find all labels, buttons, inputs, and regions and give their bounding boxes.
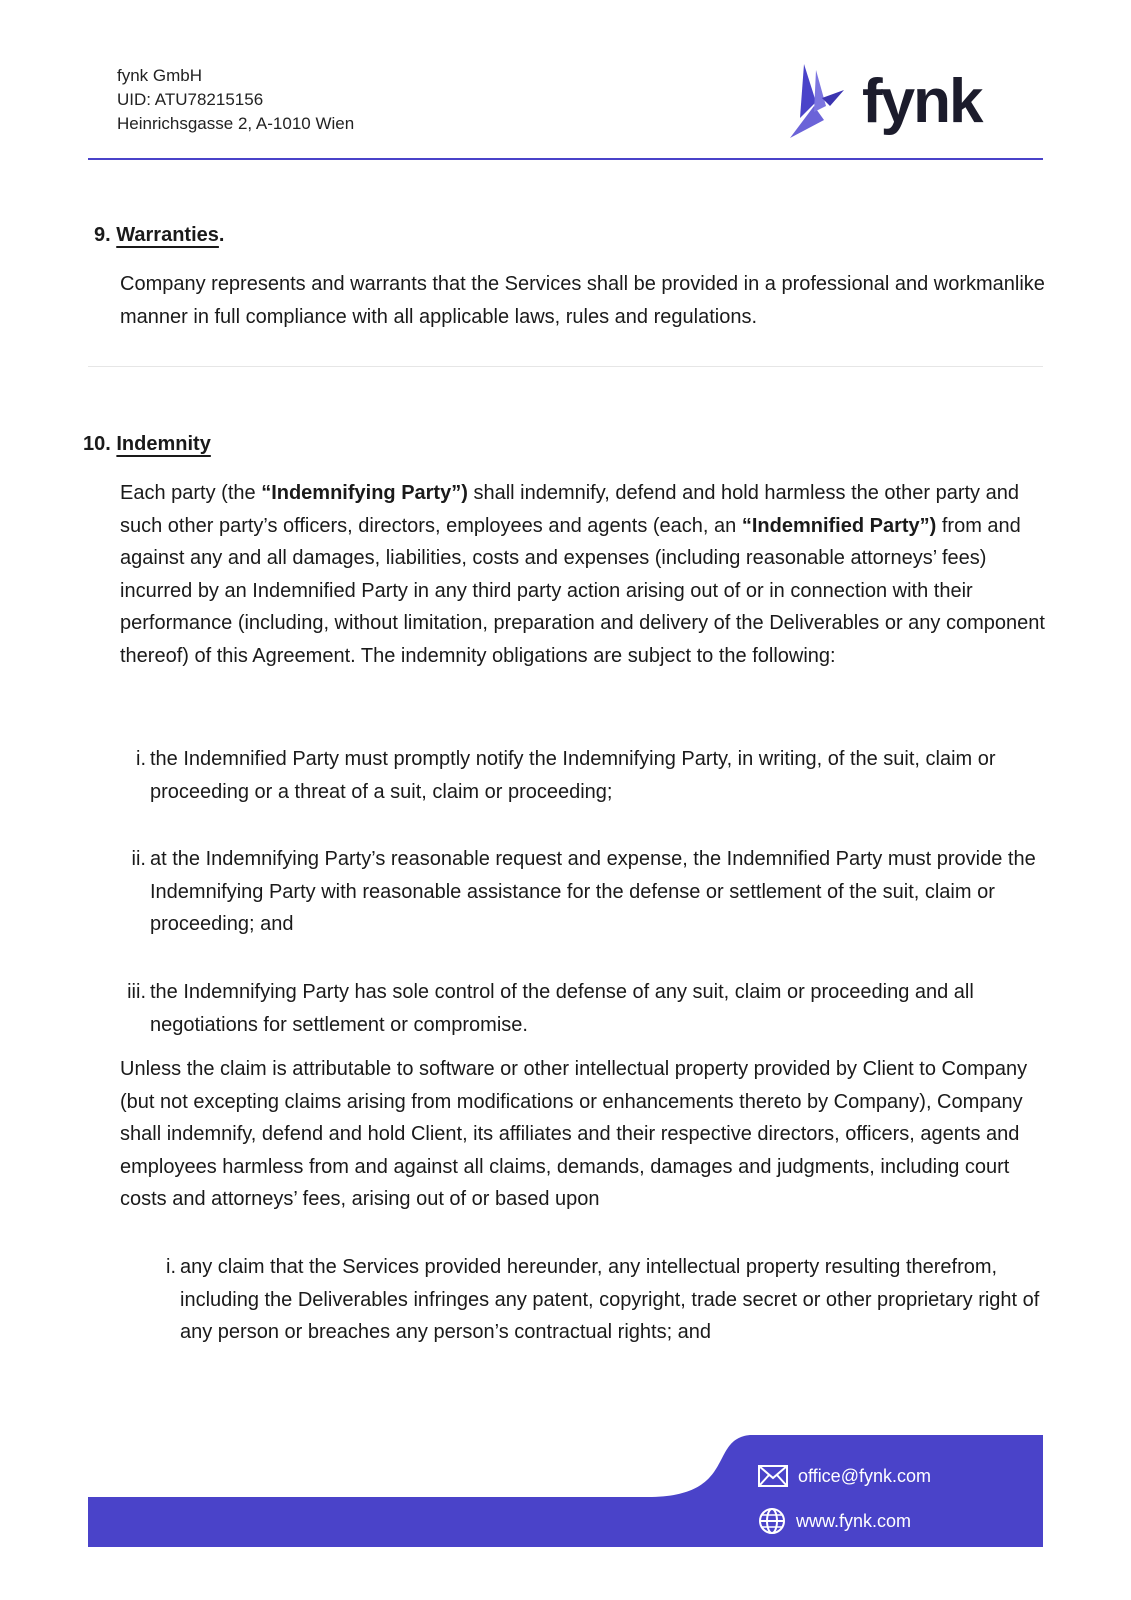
- section-heading-indemnity: [83, 431, 211, 457]
- footer-email[interactable]: [758, 1465, 931, 1487]
- section-title-suffix: .: [218, 224, 225, 246]
- section-heading-warranties: [94, 222, 224, 248]
- footer-email-text: office@fynk.com: [798, 1465, 931, 1486]
- defined-term-indemnified-party: “Indemnified Party”): [741, 514, 937, 537]
- section-title: Warranties: [116, 224, 219, 246]
- list-item: [166, 1251, 1050, 1349]
- list-item: [131, 843, 1050, 941]
- bird-logo-icon: [786, 62, 846, 142]
- company-address: Heinrichsgasse 2, A-1010 Wien: [117, 114, 355, 133]
- list-item-text: the Indemnified Party must promptly notify the Indemnifying Party, in writing, of the suit, claim or proceeding or a threat of a suit, claim or proceeding;: [150, 748, 996, 803]
- envelope-icon: [758, 1465, 788, 1487]
- list-item: [136, 743, 1050, 808]
- header-divider: [88, 158, 1043, 160]
- indemnity-intro: [120, 477, 1050, 672]
- company-name: fynk GmbH: [117, 66, 203, 85]
- list-marker: ii.: [131, 848, 146, 870]
- list-item-text: any claim that the Services provided hereunder, any intellectual property resulting therefrom, including the Deliverables infringes any patent, copyright, trade secret or other proprietary right of any person or breaches any person’s contractual rights; and: [180, 1256, 1040, 1343]
- section-title: Indemnity: [116, 433, 211, 455]
- fynk-logo: [806, 62, 1006, 142]
- section-number: 10.: [83, 433, 111, 455]
- company-indemnity-paragraph: Unless the claim is attributable to software or other intellectual property provided by Client to Company (but not excepting claims arising from modifications or enhancements thereto by Company), Company shall indemnify, defend and hold Client, its affiliates and their respective directors, officers, agents and employees harmless from and against all claims, demands, damages and judgments, including court costs and attorneys’ fees, arising out of or based upon: [120, 1058, 1028, 1210]
- footer-website[interactable]: [758, 1507, 911, 1535]
- list-item-text: at the Indemnifying Party’s reasonable request and expense, the Indemnified Party must provide the Indemnifying Party with reasonable assistance for the defense or settlement of the suit, claim or proceeding; and: [150, 848, 1036, 935]
- list-marker: iii.: [127, 981, 146, 1003]
- list-marker: i.: [166, 1256, 176, 1278]
- footer-website-text: www.fynk.com: [796, 1510, 912, 1531]
- intro-text-3: from and against any and all damages, liabilities, costs and expenses (including reasonable attorneys’ fees) incurred by an Indemnified Party in any third party action arising out of or in connection with their performance (including, without limitation, preparation and delivery of the Deliverables or any component thereof) of this Agreement. The indemnity obligations are subject to the following:: [120, 514, 1045, 667]
- company-uid: UID: ATU78215156: [117, 90, 264, 109]
- list-item-text: the Indemnifying Party has sole control of the defense of any suit, claim or proceeding and all negotiations for settlement or compromise.: [150, 981, 974, 1036]
- warranties-body: Company represents and warrants that the Services shall be provided in a professional and workmanlike manner in full compliance with all applicable laws, rules and regulations.: [120, 273, 1045, 328]
- company-info: [117, 64, 354, 136]
- defined-term-indemnifying-party: “Indemnifying Party”): [261, 482, 468, 504]
- list-item: [127, 976, 1050, 1041]
- footer: [88, 1435, 1043, 1547]
- intro-text-2: shall indemnify, defend and hold harmless the other party and such other party’s officers, directors, employees and agents (each, an: [120, 482, 1019, 537]
- logo-wordmark: fynk: [862, 67, 982, 136]
- section-number: 9.: [94, 224, 111, 246]
- section-divider: [88, 366, 1043, 367]
- intro-text-1: Each party (the: [120, 482, 262, 504]
- globe-icon: [758, 1507, 786, 1535]
- list-marker: i.: [136, 748, 146, 770]
